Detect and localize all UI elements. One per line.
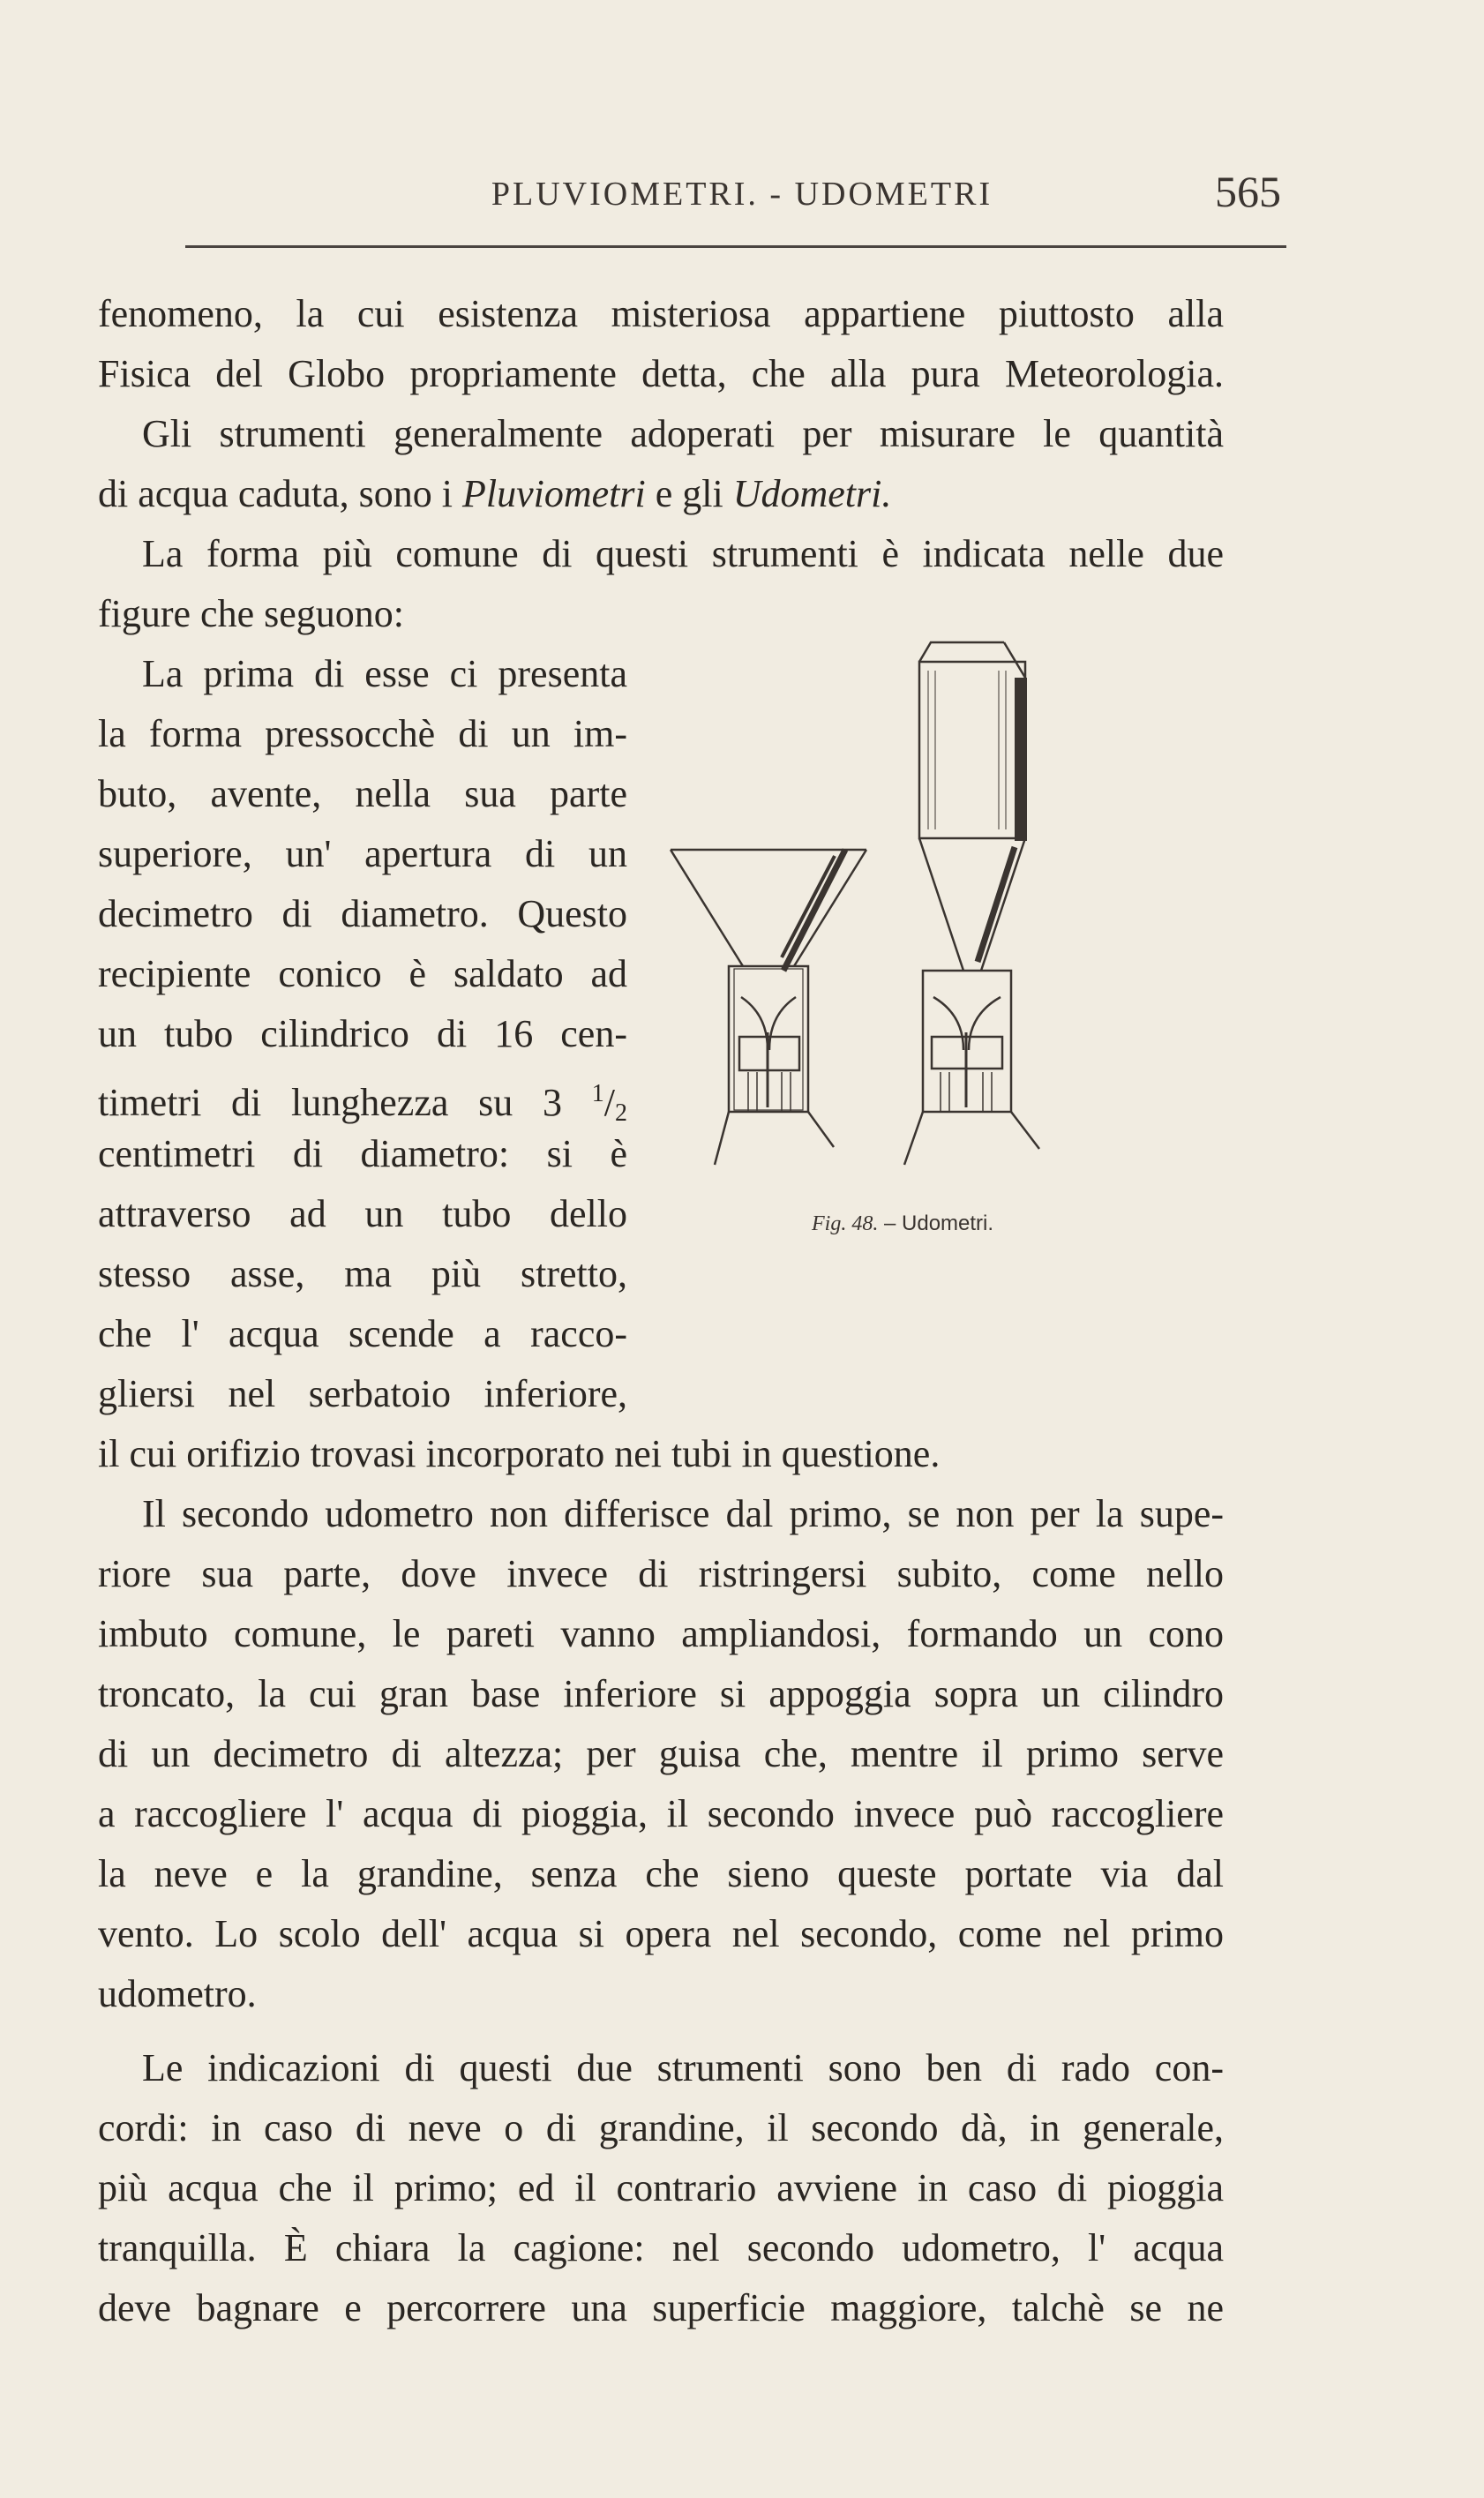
text-line: superiore, un' apertura di un xyxy=(98,832,627,875)
text-line: troncato, la cui gran base inferiore si appoggia sopra un cilindro xyxy=(98,1672,1224,1715)
text-line: Fisica del Globo propriamente detta, che alla pura Meteorologia. xyxy=(98,352,1224,395)
text-line: la forma pressocchè di un im- xyxy=(98,712,627,755)
figure-caption-text: Udometri. xyxy=(902,1211,994,1235)
text-line: cordi: in caso di neve o di grandine, il secondo dà, in generale, xyxy=(98,2106,1224,2149)
text-line: il cui orifizio trovasi incorporato nei tubi in questione. xyxy=(98,1432,941,1475)
fraction-slash: / xyxy=(603,1081,615,1124)
text-line: tranquilla. È chiara la cagione: nel secondo udometro, l' acqua xyxy=(98,2226,1224,2269)
running-head: PLUVIOMETRI. - UDOMETRI xyxy=(491,176,993,213)
figure-caption-separator: – xyxy=(878,1211,903,1235)
text-line: udometro. xyxy=(98,1972,257,2015)
text-line: Il secondo udometro non differisce dal primo, se non per la supe- xyxy=(142,1492,1224,1535)
udometer-snow-gauge xyxy=(904,642,1039,1165)
text-line: Gli strumenti generalmente adoperati per misurare le quantità xyxy=(142,412,1224,455)
text-line: recipiente conico è saldato ad xyxy=(98,952,627,995)
text-line xyxy=(98,464,1224,524)
text-line: figure che seguono: xyxy=(98,592,404,635)
text-line: centimetri di diametro: si è xyxy=(98,1132,627,1175)
text-run: e gli xyxy=(645,472,733,515)
text-line: decimetro di diametro. Questo xyxy=(98,892,627,935)
text-line: attraverso ad un tubo dello xyxy=(98,1192,627,1235)
text-line: di un decimetro di altezza; per guisa che, mentre il primo serve xyxy=(98,1732,1224,1775)
text-line: la neve e la grandine, senza che sieno queste portate via dal xyxy=(98,1852,1224,1895)
text-line: La prima di esse ci presenta xyxy=(142,652,627,695)
udometer-funnel xyxy=(671,850,866,1165)
figure-udometri xyxy=(635,635,1094,1182)
fraction-denominator: 2 xyxy=(615,1099,627,1127)
text-line: La forma più comune di questi strumenti è indicata nelle due xyxy=(142,532,1224,575)
text-run: di acqua caduta, sono i xyxy=(98,472,462,515)
term-udometri: Udometri. xyxy=(732,472,892,515)
fraction-numerator: 1 xyxy=(591,1080,604,1107)
udometer-illustration xyxy=(635,635,1094,1182)
text-line: deve bagnare e percorrere una superficie maggiore, talchè se ne xyxy=(98,2286,1224,2329)
text-line: un tubo cilindrico di 16 cen- xyxy=(98,1012,627,1055)
term-pluviometri: Pluviometri xyxy=(461,472,646,515)
text-line: vento. Lo scolo dell' acqua si opera nel secondo, come nel primo xyxy=(98,1912,1224,1955)
figure-caption-label: Fig. 48. xyxy=(812,1212,879,1235)
text-line: buto, avente, nella sua parte xyxy=(98,772,627,815)
text-line: a raccogliere l' acqua di pioggia, il secondo invece può raccogliere xyxy=(98,1792,1224,1835)
text-line: fenomeno, la cui esistenza misteriosa appartiene piuttosto alla xyxy=(98,292,1224,335)
text-line: stesso asse, ma più stretto, xyxy=(98,1252,627,1295)
text-line: gliersi nel serbatoio inferiore, xyxy=(98,1372,627,1415)
text-run: timetri di lunghezza su 3 xyxy=(98,1081,592,1124)
text-line: riore sua parte, dove invece di ristringersi subito, come nello xyxy=(98,1552,1224,1595)
text-line xyxy=(98,1064,627,1127)
header-rule xyxy=(185,245,1286,248)
text-line: più acqua che il primo; ed il contrario avviene in caso di pioggia xyxy=(98,2166,1224,2209)
figure-caption xyxy=(812,1211,993,1236)
page-number: 565 xyxy=(1215,167,1281,216)
text-line: che l' acqua scende a racco- xyxy=(98,1312,627,1355)
text-line: imbuto comune, le pareti vanno ampliandosi, formando un cono xyxy=(98,1612,1224,1655)
text-line: Le indicazioni di questi due strumenti sono ben di rado con- xyxy=(142,2046,1224,2089)
